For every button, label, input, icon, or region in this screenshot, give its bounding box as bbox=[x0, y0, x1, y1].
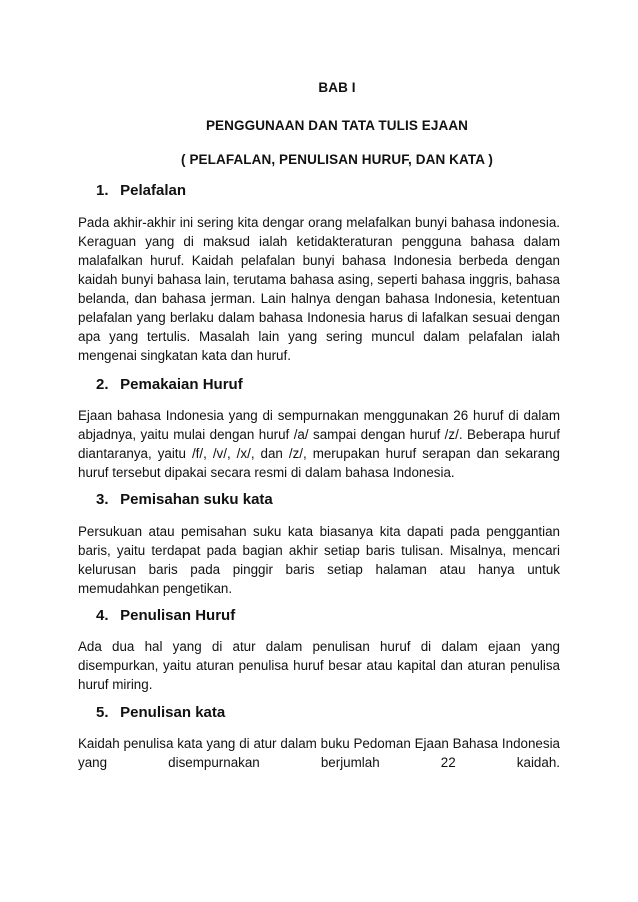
section-paragraph-pemakaian-huruf: Ejaan bahasa Indonesia yang di sempurnakan menggunakan 26 huruf di dalam abjadnya, yaitu mulai dengan huruf /a/ sampai dengan huruf /z/. Beberapa huruf diantaranya, yaitu /f/, /v/, /x/, dan /z/, merupakan huruf serapan dan sekarang huruf tersebut dipakai secara resmi di dalam bahasa Indonesia. bbox=[78, 408, 560, 480]
section-title: Pemisahan suku kata bbox=[120, 491, 273, 508]
section-title: Penulisan Huruf bbox=[120, 607, 236, 624]
section-heading-pemisahan-suku-kata bbox=[96, 491, 273, 508]
section-heading-penulisan-huruf bbox=[96, 607, 235, 624]
section-paragraph-pemisahan-suku-kata: Persukuan atau pemisahan suku kata biasanya kita dapati pada penggantian baris, yaitu terdapat pada bagian akhir setiap baris tulisan. Misalnya, mencari kelurusan baris pada pinggir baris setiap halaman atau hanya untuk memudahkan pengetikan. bbox=[78, 524, 560, 596]
section-heading-pelafalan bbox=[96, 182, 186, 199]
chapter-label: BAB I bbox=[318, 80, 356, 95]
section-number: 4. bbox=[96, 607, 109, 624]
section-number: 2. bbox=[96, 376, 109, 393]
section-number: 1. bbox=[96, 182, 109, 199]
document-subtitle: ( PELAFALAN, PENULISAN HURUF, DAN KATA ) bbox=[181, 152, 493, 167]
section-title: Pemakaian Huruf bbox=[120, 376, 243, 393]
section-title: Penulisan kata bbox=[120, 704, 226, 721]
section-paragraph-penulisan-huruf: Ada dua hal yang di atur dalam penulisan huruf di dalam ejaan yang disempurkan, yaitu aturan penulisa huruf besar atau kapital dan aturan penulisa huruf miring. bbox=[78, 639, 560, 692]
section-paragraph-penulisan-kata: Kaidah penulisa kata yang di atur dalam buku Pedoman Ejaan Bahasa Indonesia yang disempurnakan berjumlah 22 kaidah. bbox=[78, 736, 560, 770]
section-title: Pelafalan bbox=[120, 182, 187, 199]
document-title: PENGGUNAAN DAN TATA TULIS EJAAN bbox=[205, 118, 469, 133]
section-heading-pemakaian-huruf bbox=[96, 376, 243, 393]
section-number: 5. bbox=[96, 704, 109, 721]
section-number: 3. bbox=[96, 491, 109, 508]
section-paragraph-pelafalan: Pada akhir-akhir ini sering kita dengar orang melafalkan bunyi bahasa indonesia. Keraguan yang di maksud ialah ketidakteraturan pengguna bahasa dalam malafalkan huruf. Kaidah pelafalan bunyi bahasa Indonesia berbeda dengan kaidah bunyi bahasa lain, terutama bahasa asing, seperti bahasa inggris, bahasa belanda, dan bahasa jerman. Lain halnya dengan bahasa Indonesia, ketentuan pelafalan yang berlaku dalam bahasa Indonesia harus di lafalkan sesuai dengan apa yang tertulis. Masalah lain yang sering muncul dalam pelafalan ialah mengenai singkatan kata dan huruf. bbox=[78, 215, 560, 363]
section-heading-penulisan-kata bbox=[96, 704, 225, 721]
